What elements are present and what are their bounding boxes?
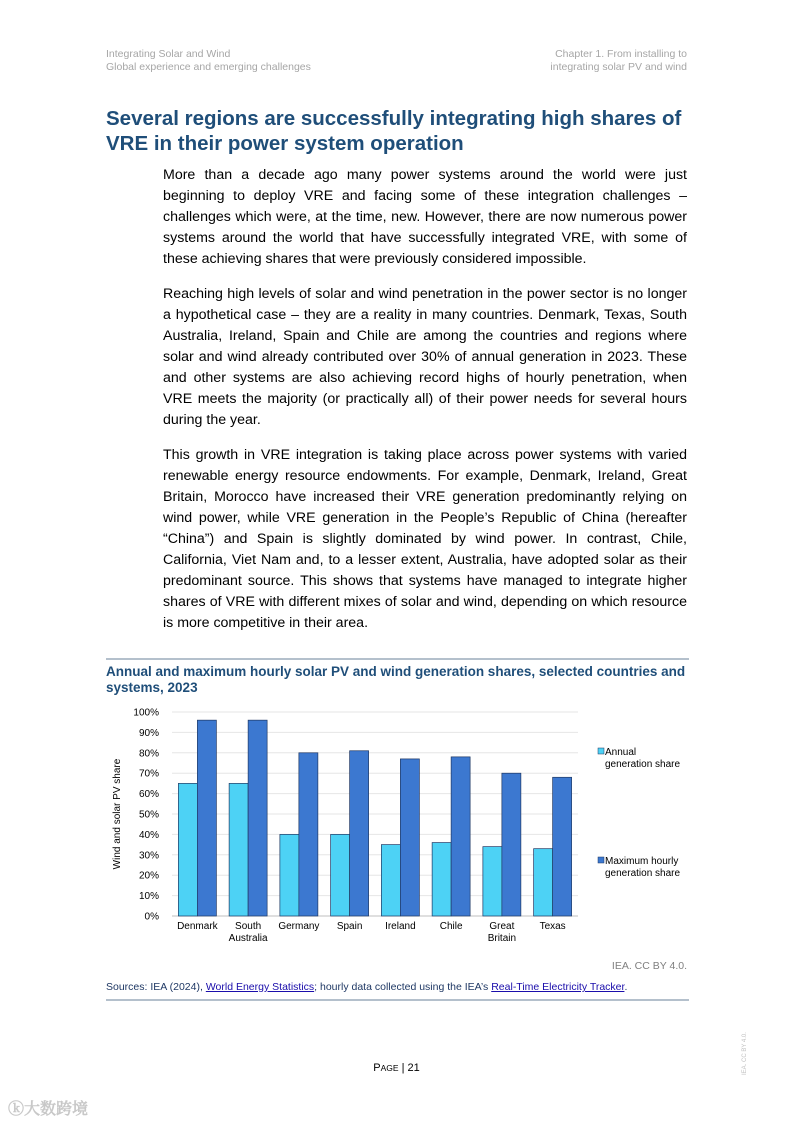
bar-max-hourly xyxy=(350,751,369,916)
header-chapter-line1: Chapter 1. From installing to xyxy=(555,48,687,60)
x-tick-label: Germany xyxy=(278,921,320,932)
x-tick-label: South xyxy=(235,921,262,932)
bar-max-hourly xyxy=(400,759,419,916)
y-tick-label: 60% xyxy=(138,789,159,801)
y-tick-label: 40% xyxy=(138,829,159,841)
y-axis-label: Wind and solar PV share xyxy=(112,758,123,870)
legend-swatch xyxy=(598,857,604,863)
bar-annual xyxy=(483,847,502,916)
bar-max-hourly xyxy=(197,720,216,916)
bar-annual xyxy=(178,783,197,916)
body-text xyxy=(163,165,687,648)
figure-top-rule xyxy=(106,658,689,660)
header-chapter-line2: integrating solar PV and wind xyxy=(550,61,687,73)
side-license-text: IEA. CC BY 4.0. xyxy=(742,1032,748,1075)
legend-swatch xyxy=(598,748,604,754)
sources-prefix: Sources: IEA (2024), xyxy=(106,981,206,993)
x-tick-label: Great xyxy=(489,921,515,932)
y-tick-label: 50% xyxy=(138,809,159,821)
sources-middle: ; hourly data collected using the IEA’s xyxy=(314,981,492,993)
paragraph: More than a decade ago many power systems around the world were just beginning to deploy VRE and facing some of these integration challenges – challenges which were, at the time, new. However, there are now numerous power systems around the world that have successfully integrated VRE, with some of these achieving shares that were previously considered impossible. xyxy=(163,167,687,267)
paragraph: This growth in VRE integration is taking place across power systems with varied renewable energy resource endowments. For example, Denmark, Ireland, Great Britain, Morocco have increased their VRE generation predominantly relying on wind power, while VRE generation in the People’s Republic of China (hereafter “China”) and Spain is slightly dominated by wind power. In contrast, Chile, California, Viet Nam and, to a lesser extent, Australia, have adopted solar as their predominant source. This shows that systems have managed to integrate higher shares of VRE with different mixes of solar and wind, depending on which resource is more competitive in their area. xyxy=(163,447,687,631)
header-doc-title: Integrating Solar and Wind xyxy=(106,48,231,60)
world-energy-statistics-link[interactable]: World Energy Statistics xyxy=(205,981,315,993)
legend-label: generation share xyxy=(605,868,681,879)
bar-annual xyxy=(229,783,248,916)
legend-label: generation share xyxy=(605,759,681,770)
real-time-electricity-tracker-link[interactable]: Real-Time Electricity Tracker xyxy=(491,981,625,993)
figure-bottom-rule xyxy=(106,999,689,1001)
bar-max-hourly xyxy=(451,757,470,916)
sources-suffix: . xyxy=(624,981,628,993)
y-tick-label: 0% xyxy=(144,911,159,923)
x-tick-label: Chile xyxy=(439,921,463,932)
y-tick-label: 20% xyxy=(138,870,159,882)
running-header-left xyxy=(106,48,311,74)
legend-label: Maximum hourly xyxy=(605,856,679,867)
y-tick-label: 100% xyxy=(133,707,159,719)
running-header-right xyxy=(550,48,687,74)
figure-credit: IEA. CC BY 4.0. xyxy=(611,960,687,972)
section-heading: Several regions are successfully integrating high shares of VRE in their power system operation xyxy=(106,107,682,155)
page-label-initial: P xyxy=(373,1062,381,1074)
bar-annual xyxy=(534,849,553,916)
y-tick-label: 80% xyxy=(138,748,159,760)
x-tick-label: Texas xyxy=(539,921,566,932)
bar-max-hourly xyxy=(248,720,267,916)
paragraph: Reaching high levels of solar and wind penetration in the power sector is no longer a hypothetical case – they are a reality in many countries. Denmark, Texas, South Australia, Ireland, Spain and Chile are among the countries and regions where solar and wind already contributed over 30% of annual generation in 2023. These and other systems are also achieving record highs of hourly penetration, when VRE meets the majority (or practically all) of their power needs for several hours during the year. xyxy=(163,286,687,428)
bar-annual xyxy=(280,834,299,916)
bar-max-hourly xyxy=(502,773,521,916)
watermark-logo: ⓚ大数跨境 xyxy=(8,1101,89,1118)
bar-annual xyxy=(381,845,400,916)
y-tick-label: 90% xyxy=(138,727,159,739)
bar-annual xyxy=(432,843,451,916)
bar-max-hourly xyxy=(299,753,318,916)
y-tick-label: 70% xyxy=(138,768,159,780)
figure-title: Annual and maximum hourly solar PV and wind generation shares, selected countries and systems, 2023 xyxy=(106,664,686,695)
y-tick-label: 10% xyxy=(138,891,159,903)
x-tick-label: Britain xyxy=(487,933,517,944)
x-tick-label: Spain xyxy=(336,921,363,932)
page-label-rest: AGE xyxy=(380,1063,399,1073)
figure-sources xyxy=(106,981,627,993)
bar-chart xyxy=(0,700,793,960)
bar-annual xyxy=(331,834,350,916)
x-tick-label: Australia xyxy=(228,933,268,944)
page-num: | 21 xyxy=(401,1062,420,1074)
x-tick-label: Ireland xyxy=(385,921,416,932)
watermark-text: 大数跨境 xyxy=(24,1101,89,1118)
legend-label: Annual xyxy=(605,747,637,758)
y-tick-label: 30% xyxy=(138,850,159,862)
bar-max-hourly xyxy=(553,777,572,916)
x-tick-label: Denmark xyxy=(177,921,218,932)
header-doc-subtitle: Global experience and emerging challenges xyxy=(106,61,311,73)
page-number xyxy=(0,1062,793,1074)
